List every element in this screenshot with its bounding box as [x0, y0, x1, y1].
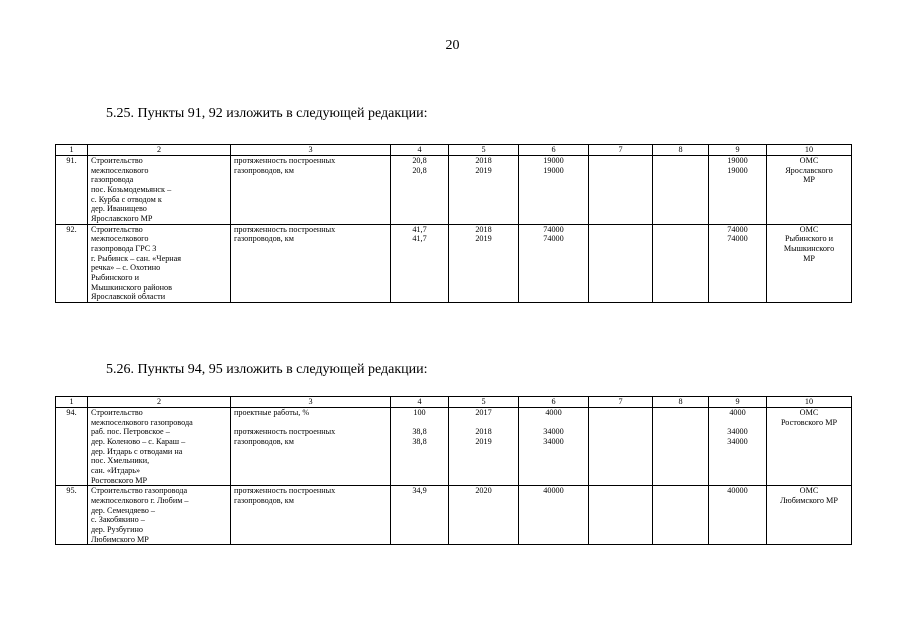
cell-line: Рыбинского и	[91, 273, 139, 283]
cell-line: 74000	[543, 224, 564, 234]
section-heading: 5.25. Пункты 91, 92 изложить в следующей редакции:	[106, 106, 428, 121]
cell-name	[88, 156, 231, 225]
cell-col7	[589, 486, 653, 545]
cell-responsible	[767, 408, 852, 486]
cell-col8	[653, 224, 709, 302]
cell-number: 92.	[56, 224, 88, 302]
column-header: 8	[653, 397, 709, 408]
cell-line: пос. Козьмодемьянск –	[91, 185, 172, 195]
cell-col8	[653, 156, 709, 225]
cell-name	[88, 486, 231, 545]
column-header: 5	[449, 145, 519, 156]
column-header: 4	[391, 397, 449, 408]
cell-line: 34000	[727, 437, 748, 447]
cell-line: МР	[803, 253, 815, 263]
column-header: 1	[56, 397, 88, 408]
table-row	[56, 408, 852, 486]
table-row	[56, 156, 852, 225]
column-header: 2	[88, 397, 231, 408]
cell-line: Строительство газопровода	[91, 486, 188, 496]
cell-col9	[709, 408, 767, 486]
cell-line: 2018	[475, 224, 492, 234]
cell-line: межпоселкового	[91, 165, 149, 175]
cell-line: Ярославского	[785, 165, 833, 175]
cell-line: Строительство	[91, 408, 143, 417]
cell-line: газопроводов, км	[234, 165, 294, 175]
cell-number: 91.	[56, 156, 88, 225]
cell-line: 41,7	[412, 234, 427, 244]
cell-col9	[709, 224, 767, 302]
section-table	[55, 396, 852, 545]
cell-line: протяженность построенных	[234, 224, 336, 234]
cell-line: межпоселкового газопровода	[91, 417, 193, 427]
cell-col8	[653, 408, 709, 486]
cell-line: раб. пос. Петровское –	[91, 427, 170, 437]
cell-value	[391, 486, 449, 545]
cell-line: 2018	[475, 156, 492, 165]
cell-line	[712, 418, 763, 428]
cell-total	[519, 408, 589, 486]
cell-line: 100	[413, 408, 426, 417]
cell-line: межпоселкового	[91, 234, 149, 244]
cell-line: 34,9	[412, 486, 427, 496]
column-header: 8	[653, 145, 709, 156]
column-header: 7	[589, 397, 653, 408]
cell-line: 4000	[729, 408, 746, 417]
column-header: 9	[709, 397, 767, 408]
cell-line: 38,8	[412, 427, 427, 437]
cell-line	[522, 418, 585, 428]
cell-col7	[589, 224, 653, 302]
cell-col9	[709, 156, 767, 225]
cell-line: речка» – с. Охотино	[91, 263, 161, 273]
cell-line: дер. Итдарь с отводами на	[91, 446, 183, 456]
cell-line: 2018	[475, 427, 492, 437]
column-header: 9	[709, 145, 767, 156]
cell-line: 41,7	[412, 224, 427, 234]
cell-total	[519, 486, 589, 545]
cell-line: 19000	[543, 156, 564, 165]
cell-line: протяженность построенных	[234, 156, 336, 165]
cell-line: межпоселкового г. Любим –	[91, 496, 189, 506]
section-heading: 5.26. Пункты 94, 95 изложить в следующей редакции:	[106, 362, 428, 377]
cell-number: 94.	[56, 408, 88, 486]
cell-line: ОМС	[799, 224, 819, 234]
cell-name	[88, 224, 231, 302]
cell-value	[391, 224, 449, 302]
cell-total	[519, 224, 589, 302]
column-header: 1	[56, 145, 88, 156]
cell-col7	[589, 408, 653, 486]
cell-line: 2020	[475, 486, 492, 496]
cell-number: 95.	[56, 486, 88, 545]
cell-line: 20,8	[412, 156, 427, 165]
cell-line: Любимского МР	[91, 534, 149, 544]
cell-line: 4000	[545, 408, 562, 417]
cell-line: 2019	[475, 437, 492, 447]
cell-line: проектные работы, %	[234, 408, 310, 417]
cell-line: газопроводов, км	[234, 437, 294, 447]
cell-line: Любимского МР	[780, 496, 838, 506]
cell-line: дер. Семендяево –	[91, 505, 155, 515]
cell-line: ОМС	[799, 156, 819, 165]
cell-year	[449, 224, 519, 302]
cell-line: протяженность построенных	[234, 486, 336, 496]
column-header: 10	[767, 397, 852, 408]
cell-line: 38,8	[412, 437, 427, 447]
cell-indicator	[231, 486, 391, 545]
cell-indicator	[231, 224, 391, 302]
cell-col7	[589, 156, 653, 225]
cell-value	[391, 156, 449, 225]
cell-line: дер. Иванищево	[91, 204, 147, 214]
cell-line: 74000	[727, 234, 748, 244]
cell-line: с. Закобякино –	[91, 515, 145, 525]
header-row	[56, 397, 852, 408]
cell-line: Строительство	[91, 224, 143, 234]
cell-line: 19000	[543, 165, 564, 175]
cell-year	[449, 156, 519, 225]
column-header: 4	[391, 145, 449, 156]
cell-line: ОМС	[799, 408, 819, 417]
cell-line: МР	[803, 175, 815, 185]
cell-line: дер. Коленово – с. Караш –	[91, 437, 186, 447]
cell-responsible	[767, 486, 852, 545]
cell-responsible	[767, 224, 852, 302]
cell-line: с. Курба с отводом к	[91, 194, 162, 204]
cell-line: сан. «Итдарь»	[91, 466, 141, 476]
table-row	[56, 224, 852, 302]
table-row	[56, 486, 852, 545]
column-header: 2	[88, 145, 231, 156]
cell-line: 34000	[543, 427, 564, 437]
cell-line: газопровода	[91, 175, 134, 185]
cell-line: 74000	[543, 234, 564, 244]
column-header: 3	[231, 397, 391, 408]
cell-responsible	[767, 156, 852, 225]
cell-col9	[709, 486, 767, 545]
cell-line: 40000	[543, 486, 564, 496]
cell-line: 19000	[727, 156, 748, 165]
cell-year	[449, 486, 519, 545]
cell-total	[519, 156, 589, 225]
cell-line	[394, 418, 445, 428]
cell-line: протяженность построенных	[234, 427, 336, 437]
cell-line: Ярославского МР	[91, 214, 153, 224]
column-header: 6	[519, 397, 589, 408]
cell-line: Ростовского МР	[780, 417, 838, 427]
cell-line: Мышкинского районов	[91, 282, 172, 292]
cell-line: пос. Хмельники,	[91, 456, 150, 466]
cell-line: газопровода ГРС 3	[91, 244, 157, 254]
column-header: 5	[449, 397, 519, 408]
page-number: 20	[445, 38, 460, 53]
cell-line: Строительство	[91, 156, 143, 165]
column-header: 7	[589, 145, 653, 156]
cell-line: 34000	[543, 437, 564, 447]
cell-year	[449, 408, 519, 486]
column-header: 10	[767, 145, 852, 156]
cell-line	[452, 418, 515, 428]
cell-col8	[653, 486, 709, 545]
column-header: 3	[231, 145, 391, 156]
cell-line: Мышкинского	[783, 244, 835, 254]
cell-line: дер. Рузбугино	[91, 525, 144, 535]
cell-line: Ростовского МР	[91, 475, 148, 485]
cell-value	[391, 408, 449, 486]
cell-line: Рыбинского и	[785, 234, 833, 244]
cell-line: 19000	[727, 165, 748, 175]
header-row	[56, 145, 852, 156]
cell-line: газопроводов, км	[234, 234, 294, 244]
cell-line: 2019	[475, 165, 492, 175]
cell-line: Ярославской области	[91, 292, 166, 302]
section-table	[55, 144, 852, 303]
cell-line: 2019	[475, 234, 492, 244]
cell-line	[234, 418, 387, 428]
cell-line: 40000	[727, 486, 748, 496]
cell-line: г. Рыбинск – сан. «Черная	[91, 253, 182, 263]
cell-indicator	[231, 408, 391, 486]
cell-line: 20,8	[412, 165, 427, 175]
cell-line: газопроводов, км	[234, 496, 294, 506]
cell-line: ОМС	[799, 486, 819, 496]
cell-name	[88, 408, 231, 486]
cell-indicator	[231, 156, 391, 225]
cell-line: 2017	[475, 408, 492, 417]
column-header: 6	[519, 145, 589, 156]
cell-line: 74000	[727, 224, 748, 234]
cell-line: 34000	[727, 427, 748, 437]
